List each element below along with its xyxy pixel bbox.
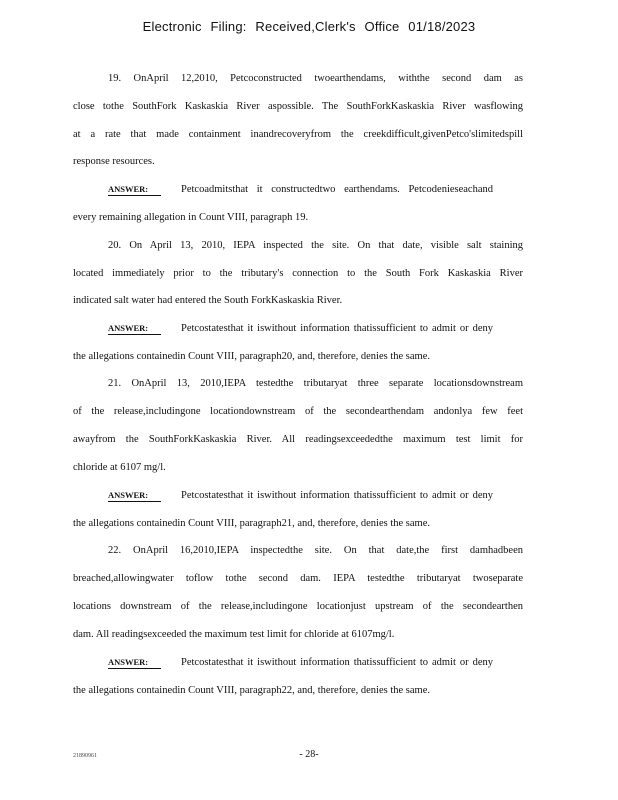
text-line: Petcostatesthat it iswithout information thatissufficient to admit or deny [181, 490, 493, 501]
text-line: 19. OnApril 12,2010, Petcoconstructed twoearthendams, withthe second dam as [108, 73, 523, 84]
text-line: Petcostatesthat it iswithout information thatissufficient to admit or deny [181, 657, 493, 668]
text-line: 22. OnApril 16,2010,IEPA inspectedthe site. On that date,the first damhadbeen [108, 545, 523, 556]
document-number: 21890961 [73, 753, 97, 759]
answer-label: ANSWER: [108, 657, 161, 669]
text-line: 21. OnApril 13, 2010,IEPA testedthe tributaryat three separate locationsdownstream [108, 378, 523, 389]
text-line: located immediately prior to the tributary's connection to the South Fork Kaskaskia River [73, 268, 523, 279]
text-line: indicated salt water had entered the South ForkKaskaskia River. [73, 295, 343, 306]
text-line: close tothe SouthFork Kaskaskia River aspossible. The SouthForkKaskaskia River wasflowing [73, 101, 523, 112]
text-line: response resources. [73, 156, 155, 167]
text-line: Petcoadmitsthat it constructedtwo earthendams. Petcodenieseachand [181, 184, 493, 195]
answer-label: ANSWER: [108, 323, 161, 335]
answer-label: ANSWER: [108, 490, 161, 502]
text-line: 20. On April 13, 2010, IEPA inspected the site. On that date, visible salt staining [108, 240, 523, 251]
text-line: chloride at 6107 mg/l. [73, 462, 166, 473]
text-line: dam. All readingsexceeded the maximum test limit for chloride at 6107mg/l. [73, 629, 395, 640]
text-line: of the release,includingone locationdownstream of the secondearthendam andonlya few feet [73, 406, 523, 417]
text-line: breached,allowingwater toflow tothe second dam. IEPA testedthe tributaryat twoseparate [73, 573, 523, 584]
filing-header: Electronic Filing: Received,Clerk's Office 01/18/2023 [142, 19, 476, 34]
text-line: every remaining allegation in Count VIII, paragraph 19. [73, 212, 309, 223]
text-line: Petcostatesthat it iswithout information thatissufficient to admit or deny [181, 323, 493, 334]
answer-label: ANSWER: [108, 184, 161, 196]
text-line: the allegations containedin Count VIII, paragraph20, and, therefore, denies the same. [73, 351, 430, 362]
text-line: awayfrom the SouthForkKaskaskia River. All readingsexceededthe maximum test limit for [73, 434, 523, 445]
text-line: at a rate that made containment inandrecoveryfrom the creekdifficult,givenPetco'slimitedspill [73, 129, 523, 140]
page-number: - 28- [299, 749, 319, 760]
text-line: the allegations containedin Count VIII, paragraph22, and, therefore, denies the same. [73, 685, 430, 696]
text-line: the allegations containedin Count VIII, paragraph21, and, therefore, denies the same. [73, 518, 430, 529]
text-line: locations downstream of the release,includingone locationjust upstream of the secondearthen [73, 601, 523, 612]
